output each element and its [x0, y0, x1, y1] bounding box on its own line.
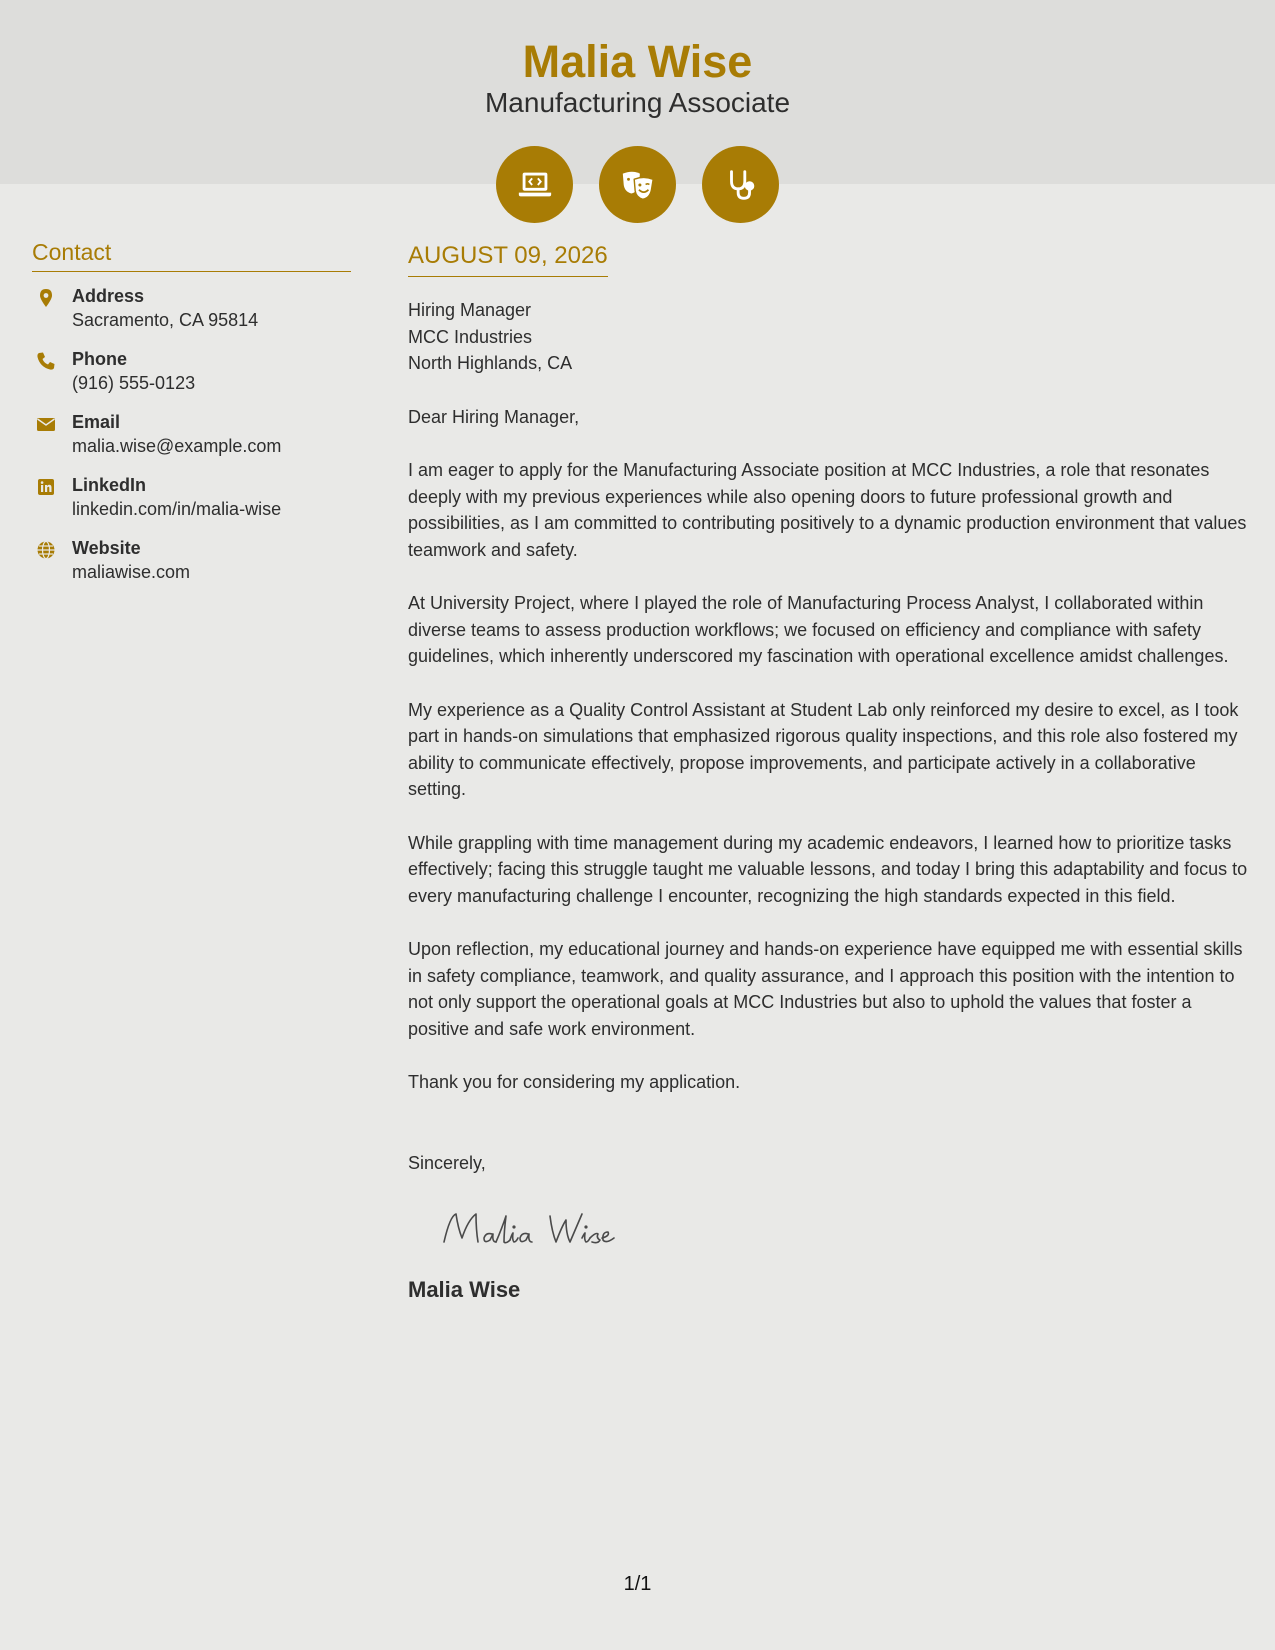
letter-paragraph: At University Project, where I played the role of Manufacturing Process Analyst, I collaborated within diverse teams to assess production workflows; we focused on efficiency and compliance with safety guidelines, which inherently underscored my fascination with operational excellence amidst challenges.: [408, 593, 1229, 666]
recipient-line: Hiring Manager: [408, 300, 532, 320]
envelope-icon: [34, 412, 58, 436]
globe-icon: [34, 538, 58, 562]
contact-item-email: [32, 410, 351, 458]
contact-value: (916) 555-0123: [72, 373, 196, 393]
closing: Sincerely,: [408, 1152, 486, 1173]
letter-paragraph: I am eager to apply for the Manufacturing Associate position at MCC Industries, a role that resonates deeply with my previous experiences while also opening doors to future professional growth and possibilities, as I am committed to contributing positively to a dynamic production environment that values teamwork and safety.: [408, 460, 1247, 560]
salutation: Dear Hiring Manager,: [408, 406, 580, 427]
contact-value: maliawise.com: [72, 562, 191, 582]
contact-label: LinkedIn: [72, 475, 147, 495]
contact-value: malia.wise@example.com: [72, 436, 282, 456]
contact-item-website: [32, 536, 351, 584]
contact-item-address: [32, 284, 351, 332]
letter-paragraph: Upon reflection, my educational journey and hands-on experience have equipped me with essential skills in safety compliance, teamwork, and quality assurance, and I approach this position with the intention to not only support the operational goals at MCC Industries but also to uphold the values that foster a positive and safe work environment.: [408, 939, 1243, 1039]
contact-list: [32, 284, 351, 584]
signed-name: Malia Wise: [408, 1277, 521, 1302]
contact-heading: Contact: [32, 238, 351, 272]
theater-masks-icon: [599, 146, 676, 223]
contact-value: linkedin.com/in/malia-wise: [72, 499, 282, 519]
recipient-line: North Highlands, CA: [408, 353, 573, 373]
linkedin-icon: [34, 475, 58, 499]
map-pin-icon: [34, 286, 58, 310]
contact-label: Phone: [72, 349, 128, 369]
letter-date: AUGUST 09, 2026: [408, 240, 608, 277]
header-icons: [496, 146, 779, 223]
contact-label: Address: [72, 286, 145, 306]
handwritten-signature: [440, 1198, 1250, 1258]
contact-item-phone: [32, 347, 351, 395]
recipient-block: [408, 297, 1250, 377]
contact-item-linkedin: [32, 473, 351, 521]
contact-value: Sacramento, CA 95814: [72, 310, 259, 330]
applicant-name: Malia Wise: [522, 36, 753, 87]
letter-paragraph: While grappling with time management during my academic endeavors, I learned how to prioritize tasks effectively; facing this struggle taught me valuable lessons, and today I bring this adaptability and focus to every manufacturing challenge I encounter, recognizing the high standards expected in this field.: [408, 832, 1248, 906]
stethoscope-icon: [702, 146, 779, 223]
page-number: 1/1: [623, 1573, 652, 1595]
phone-icon: [34, 349, 58, 373]
letter-paragraph: My experience as a Quality Control Assistant at Student Lab only reinforced my desire to excel, as I took part in hands-on simulations that emphasized rigorous quality inspections, and this role also fostered my ability to communicate effectively, propose improvements, and participate actively in a collaborative setting.: [408, 699, 1239, 799]
recipient-line: MCC Industries: [408, 326, 533, 347]
contact-label: Email: [72, 412, 121, 432]
contact-sidebar: [32, 238, 351, 599]
job-title: Manufacturing Associate: [484, 87, 791, 118]
contact-label: Website: [72, 538, 141, 558]
letter-body: [408, 240, 1250, 1304]
laptop-code-icon: [496, 146, 573, 223]
letter-paragraph: Thank you for considering my application.: [408, 1072, 741, 1092]
